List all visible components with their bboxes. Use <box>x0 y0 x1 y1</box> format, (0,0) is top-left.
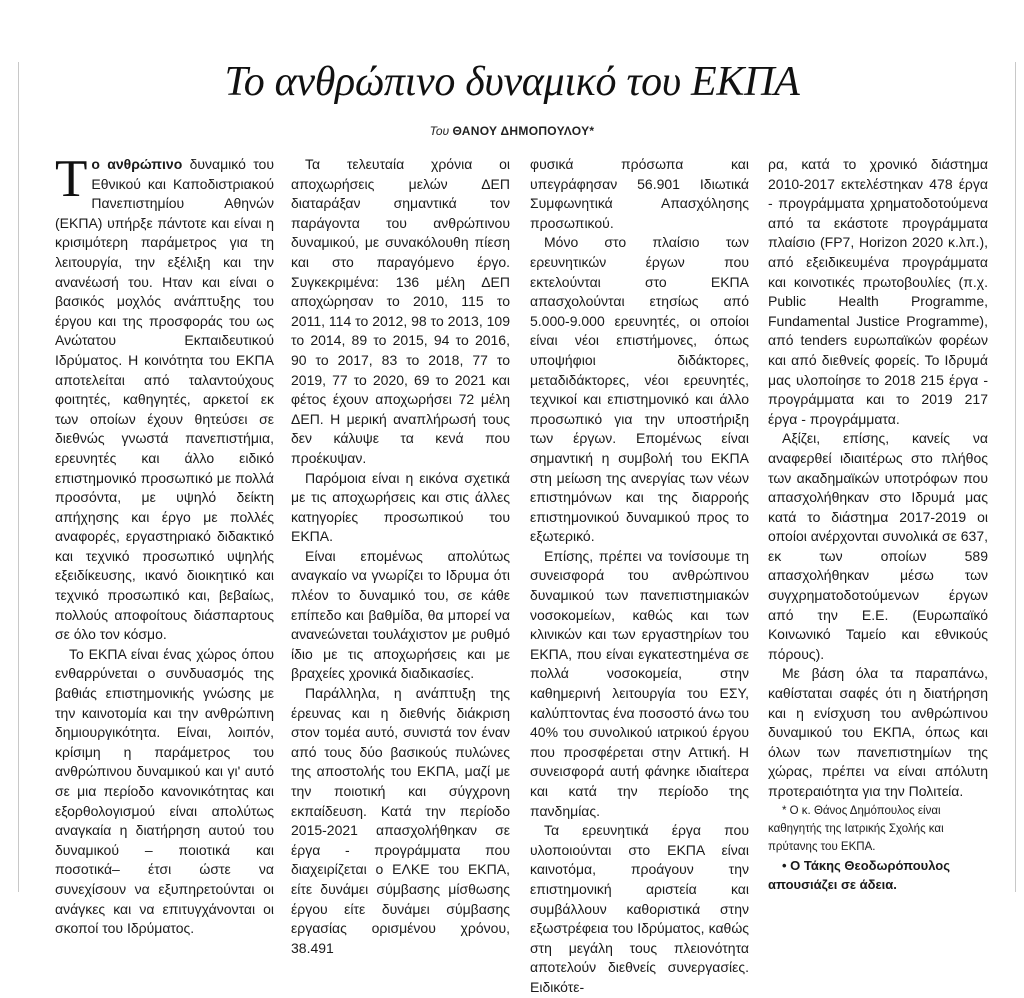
article-byline <box>0 124 1024 138</box>
paragraph-8: Μόνο στο πλαίσιο των ερευνητικών έργων που εκτελούνται στο ΕΚΠΑ απασχολούνται ετησίως από 5.000-9.000 ερευνητές, οι οποίοι είναι νέοι επιστήμονες, όπως υποψήφιοι διδάκτορες, μεταδιδάκτορες, νέοι ερευνητές, τεχνικοί και επιστημονικό και άλλο προσωπικό για την υποστήριξη των έργων. Επομένως είναι σημαντική η συμβολή του ΕΚΠΑ στη μείωση της ανεργίας των νέων επιστημόνων και της διαρροής επιστημονικού δυναμικού προς το εξωτερικό. <box>530 234 749 545</box>
absence-note: • Ο Τάκης Θεοδωρόπουλος απουσιάζει σε άδεια. <box>768 857 950 892</box>
right-border-rule <box>1015 62 1016 892</box>
paragraph-12: Αξίζει, επίσης, κανείς να αναφερθεί ιδιαιτέρως στο πλήθος των ακαδημαϊκών υποτρόφων που απασχολήθηκαν στο Ιδρυμά μας κατά το διάστημα 2017-2019 οι οποίοι ανέρχονται συνολικά σε 637, εκ των οποίων 589 απασχολήθηκαν μέσω των συγχρηματοδοτούμενων έργων από την Ε.Ε. (Ευρωπαϊκό Κοινωνικό Ταμείο και εθνικούς πόρους). <box>768 430 988 662</box>
column-3 <box>530 155 749 998</box>
paragraph-2: Το ΕΚΠΑ είναι ένας χώρος όπου ενθαρρύνεται ο συνδυασμός της βαθιάς επιστημονικής γνώσης με την καινοτομία και την ανθρώπινη δημιουργικότητα. Είναι, λοιπόν, κρίσιμη η παράμετρος του ανθρώπινου δυναμικού και γι' αυτό σε μια περίοδο κανονικότητας και εξορθολογισμού είναι απολύτως αναγκαία η διατήρηση αυτού του δυναμικού – ποιοτικά και ποσοτικά– έτσι ώστε να συνεχίσουν να εξυπηρετούνται οι ανάγκες και να επιτυγχάνονται οι σκοποί του Ιδρύματος. <box>55 645 274 937</box>
lead-bold-text: ο ανθρώπινο <box>91 156 183 172</box>
paragraph-10: Τα ερευνητικά έργα που υλοποιούνται στο ΕΚΠΑ είναι καινοτόμα, προάγουν την επιστημονική αριστεία και συμβάλλουν καθοριστικά στην εξωστρέφεια του Ιδρύματος, καθώς στη μεγάλη τους πλειονότητα αποτελούν διεθνείς συνεργασίες. Ειδικότε- <box>530 822 749 995</box>
left-border-rule <box>18 62 19 892</box>
paragraph-5: Είναι επομένως απολύτως αναγκαίο να γνωρίζει το Ιδρυμα ότι πλέον το δυναμικό του, σε κάθε επίπεδο και βαθμίδα, θα μπορεί να ανανεώνεται τουλάχιστον με ρυθμό ίδιο με τις αποχωρήσεις και με βραχείες χρονικά διαδικασίες. <box>291 547 510 682</box>
paragraph-1 <box>55 150 274 645</box>
author-footnote: * Ο κ. Θάνος Δημόπουλος είναι καθηγητής της Ιατρικής Σχολής και πρύτανης του ΕΚΠΑ. <box>768 804 944 853</box>
column-4 <box>768 155 988 894</box>
paragraph-9: Επίσης, πρέπει να τονίσουμε τη συνεισφορά του ανθρώπινου δυναμικού των πανεπιστημιακών νοσοκομείων, καθώς και των κλινικών και των εργαστηρίων του ΕΚΠΑ, που είναι εγκατεστημένα σε πολλά νοσοκομεία, στην καθημερινή λειτουργία του ΕΣΥ, καλύπτοντας ένα ποσοστό άνω του 40% του συνολικού ιατρικού έργου που προσφέρεται στην Αττική. Η συνεισφορά αυτή φάνηκε ιδιαίτερα και κατά την περίοδο της πανδημίας. <box>530 547 749 819</box>
paragraph-11: ρα, κατά το χρονικό διάστημα 2010-2017 εκτελέστηκαν 478 έργα - προγράμματα χρηματοδοτούμενα από τα εκάστοτε προγράμματα πλαίσιο (FP7, Horizon 2020 κ.λπ.), από εξειδικευμένα προγράμματα και κοινοτικές πρωτοβουλίες (π.χ. Public Health Programme, Fundamental Justice Programme), από tenders ευρωπαϊκών φορέων και από διεθνείς φορείς. Το Ιδρυμά μας υλοποίησε το 2018 215 έργα - προγράμματα και το 2019 217 έργα - προγράμματα. <box>768 156 988 427</box>
paragraph-6: Παράλληλα, η ανάπτυξη της έρευνας και η διεθνής διάκριση στον τομέα αυτό, συνιστά τον έναν από τους δύο βασικούς πυλώνες της αποστολής του ΕΚΠΑ, μαζί με την ποιοτική και σύγχρονη εκπαίδευση. Κατά την περίοδο 2015-2021 απασχολήθηκαν σε έργα - προγράμματα που διαχειρίζεται ο ΕΛΚΕ του ΕΚΠΑ, είτε δυνάμει σύμβασης μίσθωσης έργου είτε δυνάμει σύμβασης εργασίας ορισμένου χρόνου, 38.491 <box>291 685 510 956</box>
paragraph-3: Τα τελευταία χρόνια οι αποχωρήσεις μελών ΔΕΠ διαταράξαν σημαντικά τον παράγοντα του ανθρώπινου δυναμικού, με συνακόλουθη πίεση και στο παραγόμενο έργο. Συγκεκριμένα: 136 μέλη ΔΕΠ αποχώρησαν το 2010, 115 το 2011, 114 το 2012, 98 το 2013, 109 το 2014, 89 το 2015, 94 το 2016, 90 το 2017, 83 το 2018, 77 το 2019, 77 το 2020, 69 το 2021 και φέτος έχουν αποχωρήσει 72 μέλη ΔΕΠ. Η μερική αναπλήρωσή τους δεν κάλυψε τα κενά που προέκυψαν. <box>291 156 510 466</box>
byline-author: ΘΑΝΟΥ ΔΗΜΟΠΟΥΛΟΥ* <box>452 124 595 138</box>
article-headline: Το ανθρώπινο δυναμικό του ΕΚΠΑ <box>224 59 800 105</box>
byline-prefix: Του <box>429 124 453 138</box>
paragraph-7: φυσικά πρόσωπα και υπεγράφησαν 56.901 Ιδιωτικά Συμφωνητικά Απασχόλησης προσωπικού. <box>530 156 749 231</box>
column-2 <box>291 155 510 958</box>
paragraph-13: Με βάση όλα τα παραπάνω, καθίσταται σαφές ότι η διατήρηση και η ενίσχυση του ανθρώπινου δυναμικού του ΕΚΠΑ, όπως και όλων των πανεπιστημίων της χώρας, πρέπει να είναι απόλυτη προτεραιότητα για την Πολιτεία. <box>768 665 988 799</box>
dropcap: Τ <box>55 150 88 208</box>
column-1 <box>55 150 274 939</box>
paragraph-1-text: δυναμικό του Εθνικού και Καποδιστριακού Πανεπιστημίου Αθηνών (ΕΚΠΑ) υπήρξε πάντοτε και είναι η κρισιμότερη παράμετρος για τη λειτουργία, την εξέλιξη και την ανανέωσή του. Ηταν και είναι ο βασικός μοχλός ανάπτυξης του έργου και της προσφοράς του ως Ανώτατου Εκπαιδευτικού Ιδρύματος. Η κοινότητα του ΕΚΠΑ αποτελείται από ταλαντούχους φοιτητές, καθηγητές, αρκετοί εκ των οποίων έχουν θητεύσει σε διεθνώς γνωστά πανεπιστήμια, ερευνητές και άλλο ειδικό επιστημονικό προσωπικό με πολλά προσόντα, με υψηλό δείκτη απήχησης και έργο με πολλές αναφορές, εργαστηριακό διδακτικό και τεχνικό προσωπικό υψηλής εξειδίκευσης, ικανό διοικητικό και τεχνικό προσωπικό και, βεβαίως, πολλούς αποφοίτους διάσπαρτους σε όλο τον κόσμο. <box>55 156 274 643</box>
paragraph-4: Παρόμοια είναι η εικόνα σχετικά με τις αποχωρήσεις και στις άλλες κατηγορίες προσωπικού του ΕΚΠΑ. <box>291 469 510 545</box>
